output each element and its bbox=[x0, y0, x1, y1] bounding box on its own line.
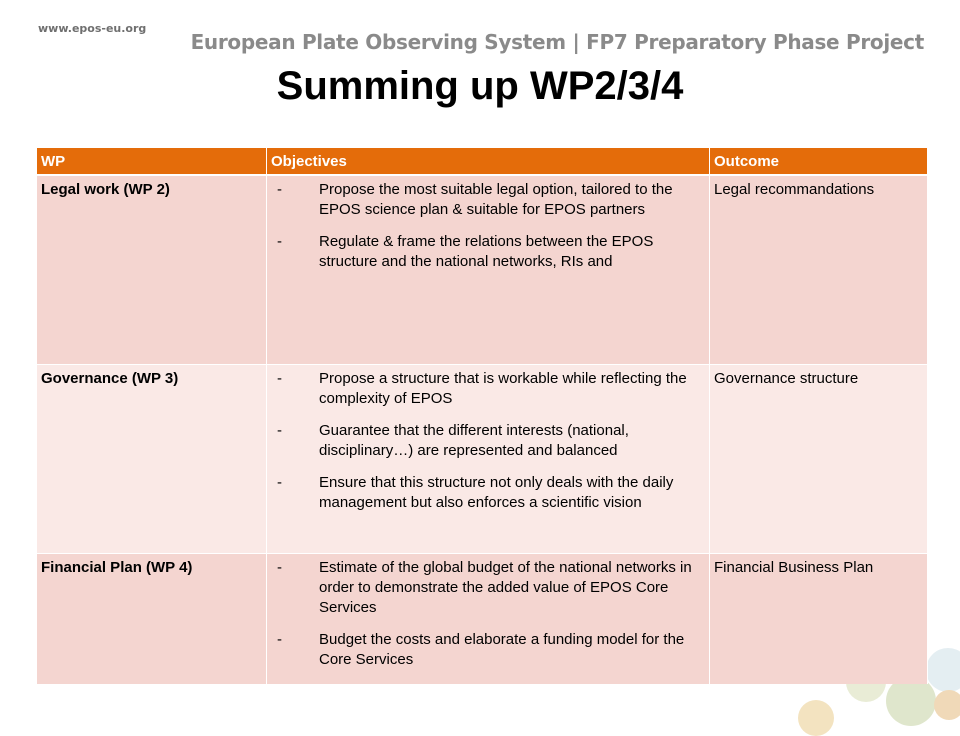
objective-text: Budget the costs and elaborate a funding model for the Core Services bbox=[319, 631, 685, 668]
objective-text: Guarantee that the different interests (national, disciplinary…) are represented and balanced bbox=[319, 422, 629, 459]
objectives-cell bbox=[267, 365, 710, 554]
column-header-outcome: Outcome bbox=[710, 148, 928, 175]
wp-cell: Governance (WP 3) bbox=[37, 365, 267, 554]
bullet-dash: - bbox=[277, 233, 282, 250]
wp-summary-table bbox=[36, 148, 928, 684]
objective-item bbox=[271, 232, 705, 272]
objective-text: Estimate of the global budget of the national networks in order to demonstrate the added value of EPOS Core Services bbox=[319, 559, 692, 616]
table-row bbox=[37, 365, 928, 554]
objective-item bbox=[271, 180, 705, 220]
objective-item bbox=[271, 558, 705, 618]
objective-text: Propose the most suitable legal option, tailored to the EPOS science plan & suitable for EPOS partners bbox=[319, 181, 673, 218]
decorative-circle bbox=[798, 700, 834, 736]
objective-item bbox=[271, 473, 705, 513]
bullet-dash: - bbox=[277, 559, 282, 576]
outcome-cell: Governance structure bbox=[710, 365, 928, 554]
outcome-cell: Legal recommandations bbox=[710, 175, 928, 365]
table-row bbox=[37, 554, 928, 685]
project-title: European Plate Observing System | FP7 Preparatory Phase Project bbox=[190, 30, 924, 54]
objective-text: Propose a structure that is workable while reflecting the complexity of EPOS bbox=[319, 370, 687, 407]
objective-text: Regulate & frame the relations between the EPOS structure and the national networks, RIs and bbox=[319, 233, 654, 270]
bullet-dash: - bbox=[277, 474, 282, 491]
site-url[interactable]: www.epos-eu.org bbox=[38, 22, 147, 35]
wp-cell: Financial Plan (WP 4) bbox=[37, 554, 267, 685]
table-header-row bbox=[37, 148, 928, 175]
objective-item bbox=[271, 369, 705, 409]
table-row bbox=[37, 175, 928, 365]
bullet-dash: - bbox=[277, 181, 282, 198]
wp-cell: Legal work (WP 2) bbox=[37, 175, 267, 365]
outcome-cell: Financial Business Plan bbox=[710, 554, 928, 685]
objectives-cell bbox=[267, 175, 710, 365]
slide-title: Summing up WP2/3/4 bbox=[276, 64, 684, 108]
decorative-circle bbox=[934, 690, 960, 720]
objective-item bbox=[271, 630, 705, 670]
bullet-dash: - bbox=[277, 370, 282, 387]
bullet-dash: - bbox=[277, 631, 282, 648]
column-header-objectives: Objectives bbox=[267, 148, 710, 175]
objectives-cell bbox=[267, 554, 710, 685]
bullet-dash: - bbox=[277, 422, 282, 439]
objective-item bbox=[271, 421, 705, 461]
objective-text: Ensure that this structure not only deals with the daily management but also enforces a scientific vision bbox=[319, 474, 674, 511]
column-header-wp: WP bbox=[37, 148, 267, 175]
